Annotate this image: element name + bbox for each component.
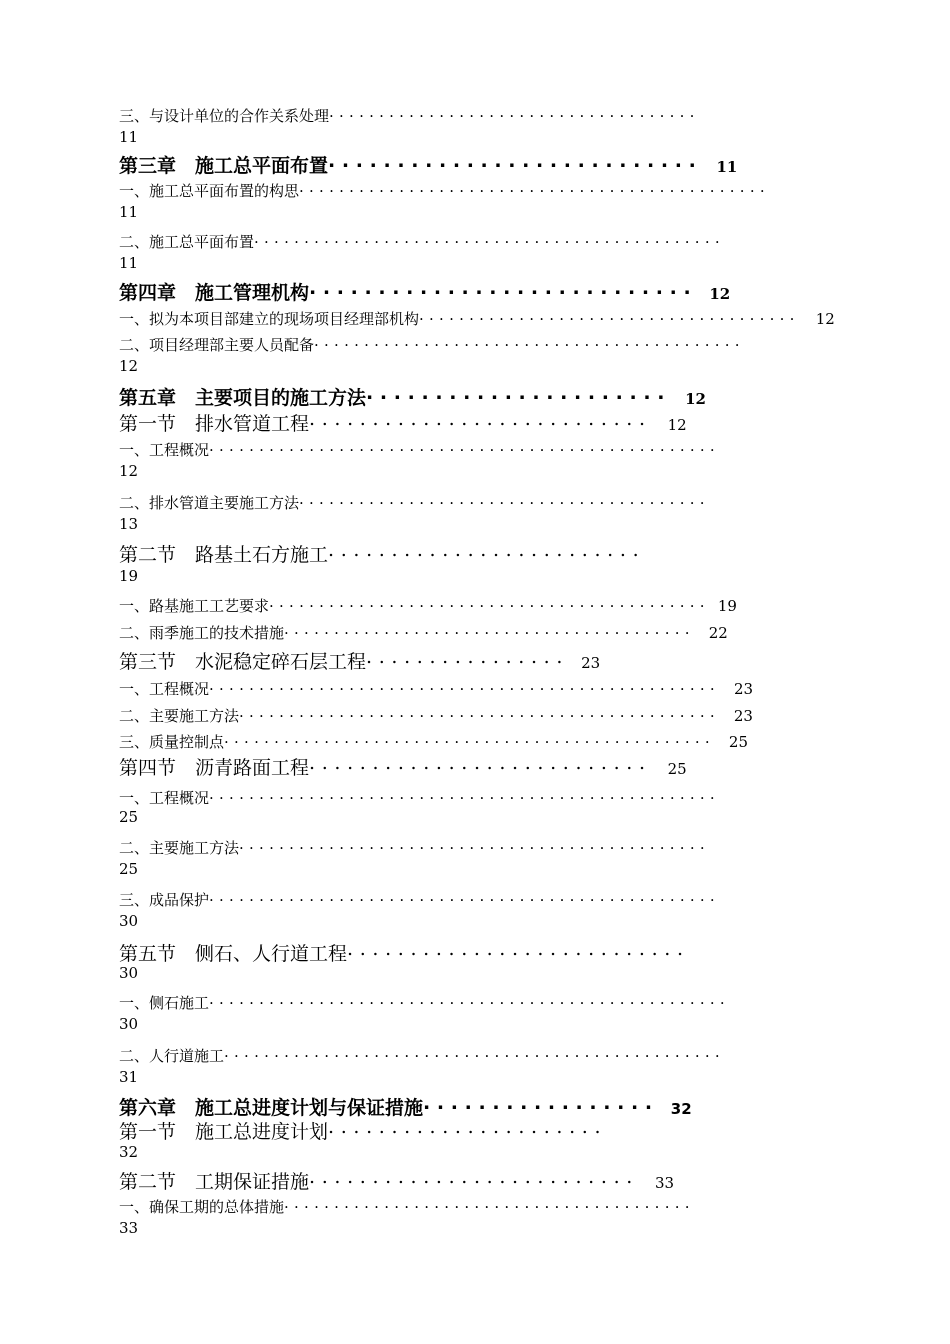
toc-entry-title: 一、拟为本项目部建立的现场项目经理部机构 — [119, 310, 420, 328]
toc-entry-title: 一、确保工期的总体措施 — [119, 1198, 285, 1216]
dot-leader: ................................................... — [209, 676, 720, 694]
toc-entry-page: 30 — [119, 964, 139, 982]
dot-leader: ...................... — [328, 1116, 608, 1138]
toc-entry[interactable] — [119, 887, 831, 910]
toc-entry-page: 12 — [119, 357, 139, 375]
toc-entry-page: 30 — [119, 912, 139, 930]
toc-entry-page: 25 — [667, 760, 687, 778]
toc-entry[interactable] — [119, 729, 831, 752]
dot-leader: ........................... — [309, 752, 652, 774]
toc-section[interactable] — [119, 646, 831, 674]
toc-entry-title: 三、成品保护 — [119, 891, 210, 909]
toc-entry-page: 11 — [119, 128, 139, 146]
dot-leader: ................ — [366, 646, 570, 668]
toc-entry[interactable] — [119, 229, 831, 252]
toc-entry-title: 一、侧石施工 — [119, 994, 210, 1012]
toc-entry-title: 三、与设计单位的合作关系处理 — [119, 107, 330, 125]
toc-entry-page: 25 — [728, 733, 748, 751]
toc-entry-page: 12 — [709, 285, 731, 303]
dot-leader: ............................ — [309, 277, 698, 299]
toc-entry[interactable] — [119, 703, 831, 726]
toc-entry-page: 13 — [119, 515, 139, 533]
toc-entry-page: 32 — [670, 1100, 692, 1118]
toc-entry[interactable] — [119, 785, 831, 808]
toc-entry-title: 一、工程概况 — [119, 441, 210, 459]
toc-entry-page: 12 — [667, 416, 687, 434]
toc-section[interactable] — [119, 1116, 831, 1144]
toc-entry-page: 32 — [119, 1143, 139, 1161]
toc-entry-page: 33 — [654, 1174, 675, 1192]
toc-entry-page: 25 — [119, 808, 139, 826]
toc-section[interactable] — [119, 408, 831, 436]
dot-leader: ................................................... — [209, 437, 720, 455]
toc-entry-page: 31 — [119, 1068, 139, 1086]
toc-entry-title: 二、施工总平面布置 — [119, 233, 255, 251]
dot-leader: ................................................ — [239, 703, 720, 721]
dot-leader: ........................... — [328, 150, 703, 172]
toc-entry[interactable] — [119, 1043, 831, 1066]
toc-entry-page: 12 — [815, 310, 835, 328]
dot-leader: ......................................... — [284, 1194, 695, 1212]
toc-entry-title: 三、质量控制点 — [119, 733, 225, 751]
dot-leader: ............................................... — [299, 178, 770, 196]
dot-leader: ............................................... — [239, 835, 710, 853]
toc-entry-title: 第四节 沥青路面工程 — [119, 757, 310, 779]
toc-chapter[interactable] — [119, 150, 831, 178]
toc-section[interactable] — [119, 752, 831, 780]
toc-entry-page: 23 — [733, 707, 753, 725]
toc-chapter[interactable] — [119, 382, 831, 410]
toc-chapter[interactable] — [119, 277, 831, 305]
toc-entry-page: 22 — [708, 624, 728, 642]
toc-entry-title: 第三节 水泥稳定碎石层工程 — [119, 651, 367, 673]
toc-entry-page: 23 — [733, 680, 754, 698]
toc-entry[interactable] — [119, 593, 831, 616]
toc-entry-page: 33 — [119, 1219, 139, 1237]
dot-leader: ......................... — [328, 539, 646, 561]
toc-entry-title: 二、主要施工方法 — [119, 707, 240, 725]
toc-section[interactable] — [119, 1166, 831, 1194]
toc-entry-title: 第一节 排水管道工程 — [119, 413, 310, 435]
toc-entry-title: 第四章 施工管理机构 — [119, 282, 310, 304]
dot-leader: ............................................... — [254, 229, 725, 247]
dot-leader: ................................................... — [209, 887, 720, 905]
toc-entry-title: 第一节 施工总进度计划 — [119, 1121, 329, 1143]
dot-leader: ..................................... — [329, 103, 700, 121]
dot-leader: ............................................ — [269, 593, 710, 611]
toc-entry-page: 11 — [119, 203, 139, 221]
toc-entry[interactable] — [119, 990, 831, 1013]
toc-entry[interactable] — [119, 835, 831, 858]
dot-leader: ......................................... — [284, 620, 695, 638]
toc-entry[interactable] — [119, 103, 831, 126]
toc-entry[interactable] — [119, 178, 831, 201]
dot-leader: .................................................. — [224, 1043, 725, 1061]
dot-leader: .................................................... — [209, 990, 730, 1008]
toc-entry-title: 二、项目经理部主要人员配备 — [119, 336, 315, 354]
dot-leader: ........................... — [309, 408, 652, 430]
toc-entry-title: 一、施工总平面布置的构思 — [119, 182, 300, 200]
dot-leader: .......................... — [309, 1166, 639, 1188]
toc-entry-page: 25 — [119, 860, 139, 878]
toc-entry[interactable] — [119, 306, 835, 329]
toc-entry-title: 第二节 工期保证措施 — [119, 1171, 310, 1193]
toc-entry-title: 二、人行道施工 — [119, 1047, 225, 1065]
toc-entry-title: 第二节 路基土石方施工 — [119, 544, 329, 566]
toc-entry[interactable] — [119, 1194, 831, 1217]
toc-entry-page: 23 — [581, 654, 601, 672]
toc-section[interactable] — [119, 938, 831, 966]
toc-entry[interactable] — [119, 490, 831, 513]
dot-leader: ................. — [423, 1092, 659, 1114]
toc-entry-title: 二、主要施工方法 — [119, 839, 240, 857]
toc-entry-page: 11 — [119, 254, 139, 272]
dot-leader: ......................................... — [299, 490, 710, 508]
dot-leader: ................................................... — [209, 785, 720, 803]
toc-entry-title: 一、工程概况 — [119, 680, 210, 698]
toc-entry-title: 第三章 施工总平面布置 — [119, 155, 329, 177]
toc-section[interactable] — [119, 539, 831, 567]
toc-entry-page: 12 — [119, 462, 139, 480]
toc-entry-title: 第五章 主要项目的施工方法 — [119, 387, 367, 409]
toc-entry-title: 一、工程概况 — [119, 789, 210, 807]
toc-entry[interactable] — [119, 437, 831, 460]
toc-entry-title: 第五节 侧石、人行道工程 — [119, 943, 348, 965]
toc-entry-page: 19 — [119, 567, 139, 585]
toc-entry[interactable] — [119, 620, 831, 643]
toc-entry-page: 30 — [119, 1015, 139, 1033]
toc-entry-page: 11 — [716, 158, 738, 176]
dot-leader: ........................................... — [314, 332, 745, 350]
dot-leader: ...................................... — [419, 306, 800, 324]
toc-entry-page: 12 — [685, 390, 706, 408]
toc-entry[interactable] — [119, 676, 831, 699]
toc-entry-title: 一、路基施工工艺要求 — [119, 597, 270, 615]
toc-entry-title: 二、雨季施工的技术措施 — [119, 624, 285, 642]
toc-entry[interactable] — [119, 332, 831, 355]
toc-entry-title: 二、排水管道主要施工方法 — [119, 494, 300, 512]
toc-entry-page: 19 — [717, 597, 737, 615]
dot-leader: ........................... — [347, 938, 690, 960]
dot-leader: ................................................. — [224, 729, 715, 747]
dot-leader: ...................... — [366, 382, 672, 404]
toc-entry-title: 第六章 施工总进度计划与保证措施 — [119, 1097, 424, 1119]
